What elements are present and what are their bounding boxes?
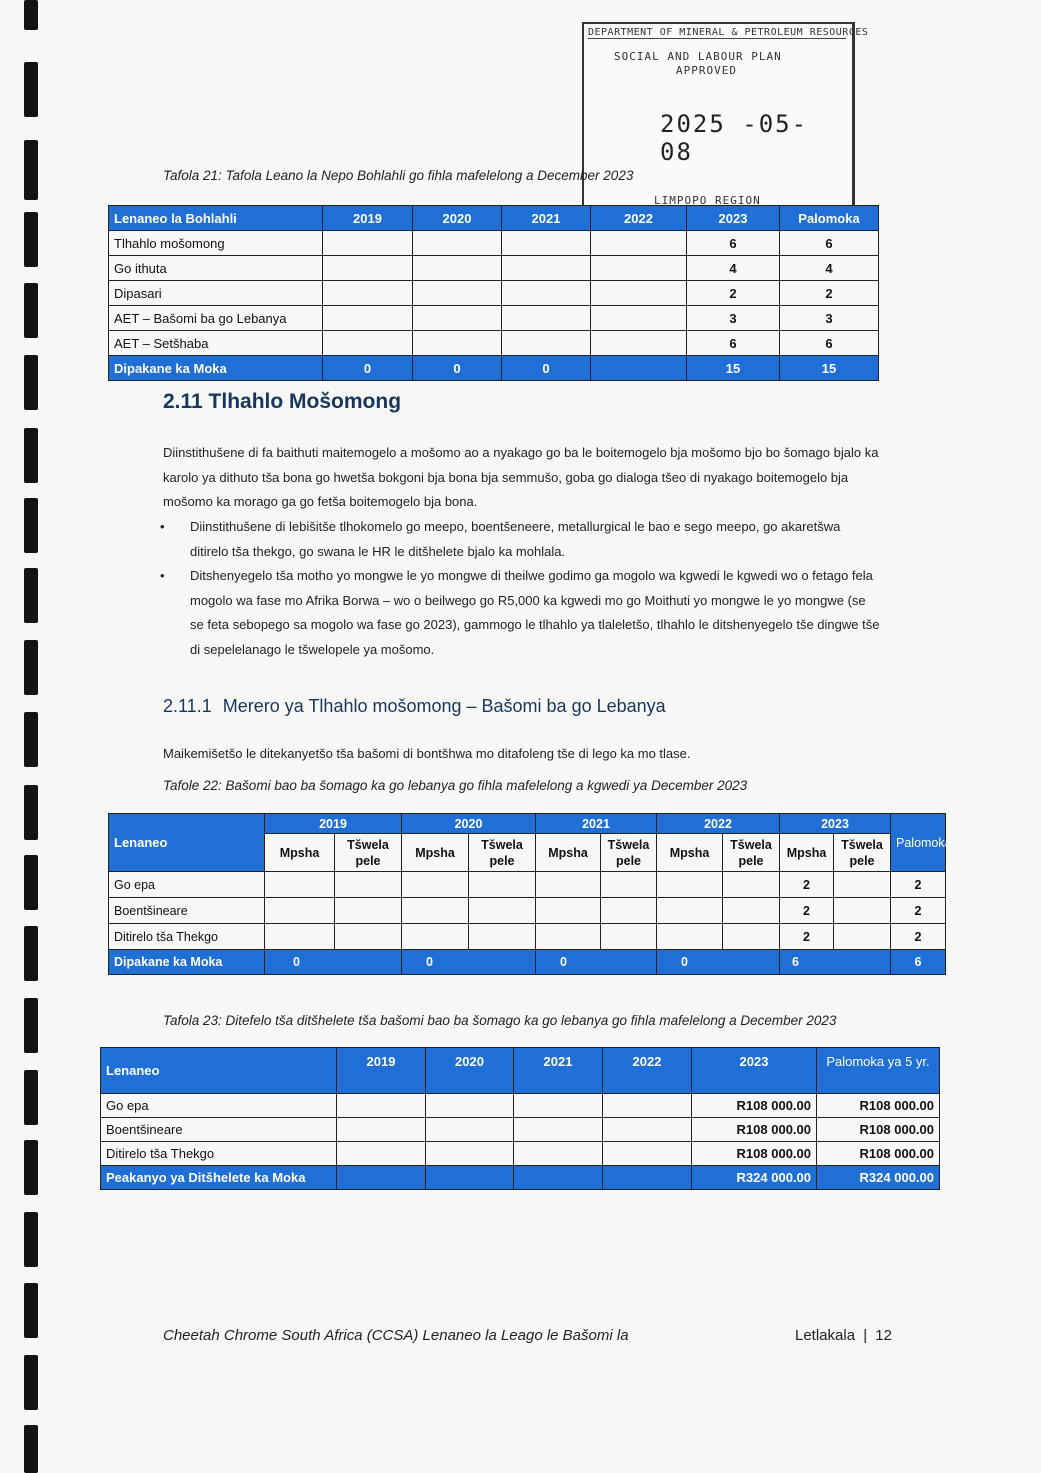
- cell: [603, 1118, 692, 1142]
- cell: R108 000.00: [817, 1094, 940, 1118]
- table21-header-row: [109, 206, 879, 231]
- total-cell: R324 000.00: [817, 1166, 940, 1190]
- row-label: Go epa: [109, 872, 265, 898]
- stamp-plan: SOCIAL AND LABOUR PLAN: [614, 50, 782, 63]
- subsection-title: Merero ya Tlhahlo mošomong – Bašomi ba go Lebanya: [222, 696, 666, 716]
- row-label: Ditirelo tša Thekgo: [101, 1142, 337, 1166]
- binder-mark: [24, 1070, 38, 1125]
- table23-header-row: [101, 1048, 940, 1094]
- binder-mark: [24, 355, 38, 410]
- cell: [323, 281, 413, 306]
- cell: [723, 872, 780, 898]
- cell: 4: [687, 256, 780, 281]
- row-label: Ditirelo tša Thekgo: [109, 924, 265, 950]
- cell: [536, 872, 601, 898]
- sub-header: Tšwela pele: [469, 834, 536, 872]
- cell: [536, 898, 601, 924]
- table23-header: 2023: [692, 1048, 817, 1094]
- sub-header: Mpsha: [536, 834, 601, 872]
- cell: [834, 924, 891, 950]
- cell: [834, 872, 891, 898]
- sub-header: Mpsha: [780, 834, 834, 872]
- cell: [657, 898, 723, 924]
- cell: 6: [687, 331, 780, 356]
- binder-mark: [24, 1140, 38, 1195]
- subsection-paragraph: Maikemišetšo le ditekanyetšo tša bašomi di bontšhwa mo ditafoleng tše di lego ka mo tlase.: [163, 746, 691, 761]
- cell: [402, 898, 469, 924]
- bullet-icon: •: [160, 519, 165, 534]
- table-row: [109, 256, 879, 281]
- table-row: [109, 924, 946, 950]
- page-separator: |: [863, 1327, 868, 1344]
- total-cell: 0: [323, 356, 413, 381]
- table21-header: 2022: [591, 206, 687, 231]
- cell: [265, 898, 335, 924]
- bullet-item: [160, 564, 882, 662]
- cell: R108 000.00: [692, 1118, 817, 1142]
- cell: [601, 872, 657, 898]
- table22-header-row: [109, 814, 946, 834]
- binder-mark: [24, 640, 38, 695]
- table22-caption: Tafole 22: Bašomi bao ba šomago ka go lebanya go fihla mafelelong a kgwedi ya December 2023: [163, 778, 748, 793]
- subsection-number: 2.11.1: [163, 696, 212, 716]
- cell: 2: [780, 281, 879, 306]
- cell: [502, 306, 591, 331]
- binder-mark: [24, 283, 38, 338]
- cell: [502, 256, 591, 281]
- binder-mark: [24, 1212, 38, 1267]
- table-row: [109, 331, 879, 356]
- total-cell: 15: [687, 356, 780, 381]
- table-row: [101, 1118, 940, 1142]
- page-label: Letlakala: [795, 1327, 856, 1344]
- binder-mark: [24, 1283, 38, 1338]
- cell: [426, 1094, 514, 1118]
- cell: [502, 231, 591, 256]
- table23-caption: Tafola 23: Ditefelo tša ditšhelete tša bašomi bao ba šomago ka go lebanya go fihla mafelelong a December 2023: [163, 1013, 837, 1028]
- cell: [426, 1118, 514, 1142]
- binder-mark: [24, 1355, 38, 1410]
- cell: 2: [780, 924, 834, 950]
- grand-total: 6: [891, 950, 946, 975]
- cell: [337, 1094, 426, 1118]
- cell: [337, 1142, 426, 1166]
- cell: [413, 231, 502, 256]
- total-cell: [402, 950, 536, 975]
- section-heading: 2.11 Tlhahlo Mošomong: [163, 390, 402, 413]
- total-cell: 15: [780, 356, 879, 381]
- table21-header: 2020: [413, 206, 502, 231]
- total-cell: [591, 356, 687, 381]
- table23-total-row: [101, 1166, 940, 1190]
- table21-header: 2021: [502, 206, 591, 231]
- total-cell: [536, 950, 657, 975]
- cell: [591, 231, 687, 256]
- table22-header: Lenaneo: [109, 814, 265, 872]
- row-label: Go ithuta: [109, 256, 323, 281]
- total-label: Dipakane ka Moka: [109, 356, 323, 381]
- cell: [265, 924, 335, 950]
- table23-header: 2019: [337, 1048, 426, 1094]
- cell: 2: [891, 872, 946, 898]
- cell: 2: [687, 281, 780, 306]
- cell: [591, 331, 687, 356]
- cell: [657, 872, 723, 898]
- row-label: Dipasari: [109, 281, 323, 306]
- row-label: Go epa: [101, 1094, 337, 1118]
- table21-header: 2019: [323, 206, 413, 231]
- table21: [108, 205, 879, 381]
- row-label: Tlhahlo mošomong: [109, 231, 323, 256]
- cell: 3: [780, 306, 879, 331]
- cell: 2: [780, 872, 834, 898]
- binder-mark: [24, 62, 38, 117]
- cell: [323, 256, 413, 281]
- bullet-icon: •: [160, 568, 165, 583]
- table21-header: Palomoka: [780, 206, 879, 231]
- cell: [413, 331, 502, 356]
- total-value: 0: [681, 955, 688, 969]
- binder-mark: [24, 568, 38, 623]
- cell: [591, 281, 687, 306]
- cell: 2: [780, 898, 834, 924]
- total-cell: 0: [413, 356, 502, 381]
- cell: 3: [687, 306, 780, 331]
- stamp-region: LIMPOPO REGION: [654, 194, 761, 207]
- cell: 6: [687, 231, 780, 256]
- total-cell: [657, 950, 780, 975]
- table-row: [109, 872, 946, 898]
- binder-mark: [24, 712, 38, 767]
- cell: [402, 924, 469, 950]
- total-value: 0: [293, 955, 300, 969]
- binder-mark: [24, 855, 38, 910]
- cell: R108 000.00: [817, 1142, 940, 1166]
- cell: [469, 924, 536, 950]
- cell: [323, 306, 413, 331]
- cell: 6: [780, 231, 879, 256]
- cell: [601, 924, 657, 950]
- cell: [335, 924, 402, 950]
- cell: R108 000.00: [817, 1118, 940, 1142]
- cell: [335, 872, 402, 898]
- table22-total-row: [109, 950, 946, 975]
- total-label: Dipakane ka Moka: [109, 950, 265, 975]
- bullet-item: [160, 515, 882, 564]
- cell: [413, 306, 502, 331]
- table23: [100, 1047, 940, 1190]
- cell: [323, 231, 413, 256]
- cell: [337, 1118, 426, 1142]
- cell: [591, 306, 687, 331]
- footer-title: Cheetah Chrome South Africa (CCSA) Lenaneo la Leago le Bašomi la: [163, 1327, 629, 1344]
- approval-stamp: [582, 22, 869, 212]
- year-header: 2023: [780, 814, 891, 834]
- table21-header: 2023: [687, 206, 780, 231]
- cell: [591, 256, 687, 281]
- year-header: 2019: [265, 814, 402, 834]
- cell: [514, 1142, 603, 1166]
- cell: [514, 1094, 603, 1118]
- cell: [514, 1118, 603, 1142]
- sub-header: Tšwela pele: [335, 834, 402, 872]
- page-num: 12: [875, 1327, 892, 1344]
- cell: 4: [780, 256, 879, 281]
- binder-mark: [24, 926, 38, 981]
- cell: [603, 1094, 692, 1118]
- total-value: 6: [792, 955, 799, 969]
- cell: [834, 898, 891, 924]
- section-paragraph: Diinstithušene di fa baithuti maitemogelo a mošomo ao a nyakago go ba le boitemogelo bja mošomo bjo bo šomago bjalo ka karolo ya dithuto tša bona go hwetša bokgoni bja bona bja semmušo, goba go dialoga tšeo di nyakago boitemogelo bja mošomo ka morago ga go fetša boitemogelo bja bona.: [163, 445, 879, 509]
- cell: [502, 281, 591, 306]
- table-row: [109, 231, 879, 256]
- binder-mark: [24, 428, 38, 483]
- page-number: [795, 1327, 892, 1344]
- cell: [426, 1142, 514, 1166]
- binder-mark: [24, 785, 38, 840]
- row-label: Boentšineare: [101, 1118, 337, 1142]
- total-value: 0: [560, 955, 567, 969]
- cell: [469, 872, 536, 898]
- table-row: [109, 281, 879, 306]
- row-label: AET – Bašomi ba go Lebanya: [109, 306, 323, 331]
- table21-caption: Tafola 21: Tafola Leano la Nepo Bohlahli go fihla mafelelong a December 2023: [163, 168, 634, 183]
- table23-header: 2022: [603, 1048, 692, 1094]
- total-cell: [426, 1166, 514, 1190]
- bullet-text: Diinstithušene di lebišitše tlhokomelo go meepo, boentšeneere, metallurgical le bao e sego meepo, go akaretšwa ditirelo tša thekgo, go swana le HR le ditšhelete bjalo ka mohlala.: [190, 519, 841, 559]
- cell: [723, 924, 780, 950]
- cell: 2: [891, 924, 946, 950]
- cell: [601, 898, 657, 924]
- year-header: 2022: [657, 814, 780, 834]
- binder-mark: [24, 998, 38, 1053]
- table21-header: Lenaneo la Bohlahli: [109, 206, 323, 231]
- total-cell: [780, 950, 891, 975]
- cell: [323, 331, 413, 356]
- cell: [413, 256, 502, 281]
- table23-header: 2021: [514, 1048, 603, 1094]
- subsection-heading: [163, 696, 666, 717]
- sub-header: Mpsha: [657, 834, 723, 872]
- year-header: 2021: [536, 814, 657, 834]
- sub-header: Tšwela pele: [601, 834, 657, 872]
- cell: [536, 924, 601, 950]
- cell: R108 000.00: [692, 1142, 817, 1166]
- table22-header: Palomoka: [891, 814, 946, 872]
- table-row: [101, 1142, 940, 1166]
- table22: [108, 813, 952, 975]
- binder-mark: [24, 498, 38, 553]
- sub-header: Tšwela pele: [723, 834, 780, 872]
- cell: [603, 1142, 692, 1166]
- sub-header: Mpsha: [402, 834, 469, 872]
- cell: [335, 898, 402, 924]
- bullet-text: Ditshenyegelo tša motho yo mongwe le yo mongwe di theilwe godimo ga mogolo wa kgwedi le kgwedi wo o fetago fela mogolo wa fase mo Afrika Borwa – wo o beilwego go R5,000 ka kgwedi mo go Moithuti yo mongwe le yo mongwe (se se feta sebopego sa mogolo wa fase go 2023), gammogo le tlhahlo ya tlaleletšo, tlhahlo le ditshenyegelo tše dingwe tše di sepelelanago le tšwelopele ya mošomo.: [190, 568, 880, 657]
- total-cell: 0: [502, 356, 591, 381]
- stamp-department: DEPARTMENT OF MINERAL & PETROLEUM RESOURCES: [588, 27, 869, 38]
- total-cell: [514, 1166, 603, 1190]
- cell: R108 000.00: [692, 1094, 817, 1118]
- cell: [265, 872, 335, 898]
- binder-mark: [24, 140, 38, 200]
- table-row: [109, 306, 879, 331]
- table23-header: Lenaneo: [101, 1048, 337, 1094]
- table21-total-row: [109, 356, 879, 381]
- binder-mark: [24, 1425, 38, 1473]
- cell: [723, 898, 780, 924]
- row-label: AET – Setšhaba: [109, 331, 323, 356]
- table-row: [101, 1094, 940, 1118]
- stamp-approved: APPROVED: [676, 64, 737, 77]
- table-row: [109, 898, 946, 924]
- row-label: Boentšineare: [109, 898, 265, 924]
- cell: 2: [891, 898, 946, 924]
- total-cell: R324 000.00: [692, 1166, 817, 1190]
- cell: 6: [780, 331, 879, 356]
- year-header: 2020: [402, 814, 536, 834]
- sub-header: Mpsha: [265, 834, 335, 872]
- sub-header: Tšwela pele: [834, 834, 891, 872]
- stamp-date: 2025 -05- 08: [660, 110, 809, 166]
- cell: [469, 898, 536, 924]
- binder-mark: [24, 0, 38, 30]
- cell: [413, 281, 502, 306]
- binder-mark: [24, 212, 38, 267]
- cell: [502, 331, 591, 356]
- table23-header: Palomoka ya 5 yr.: [817, 1048, 940, 1094]
- cell: [657, 924, 723, 950]
- total-label: Peakanyo ya Ditšhelete ka Moka: [101, 1166, 337, 1190]
- cell: [402, 872, 469, 898]
- total-cell: [337, 1166, 426, 1190]
- total-value: 0: [426, 955, 433, 969]
- total-cell: [265, 950, 402, 975]
- table23-header: 2020: [426, 1048, 514, 1094]
- total-cell: [603, 1166, 692, 1190]
